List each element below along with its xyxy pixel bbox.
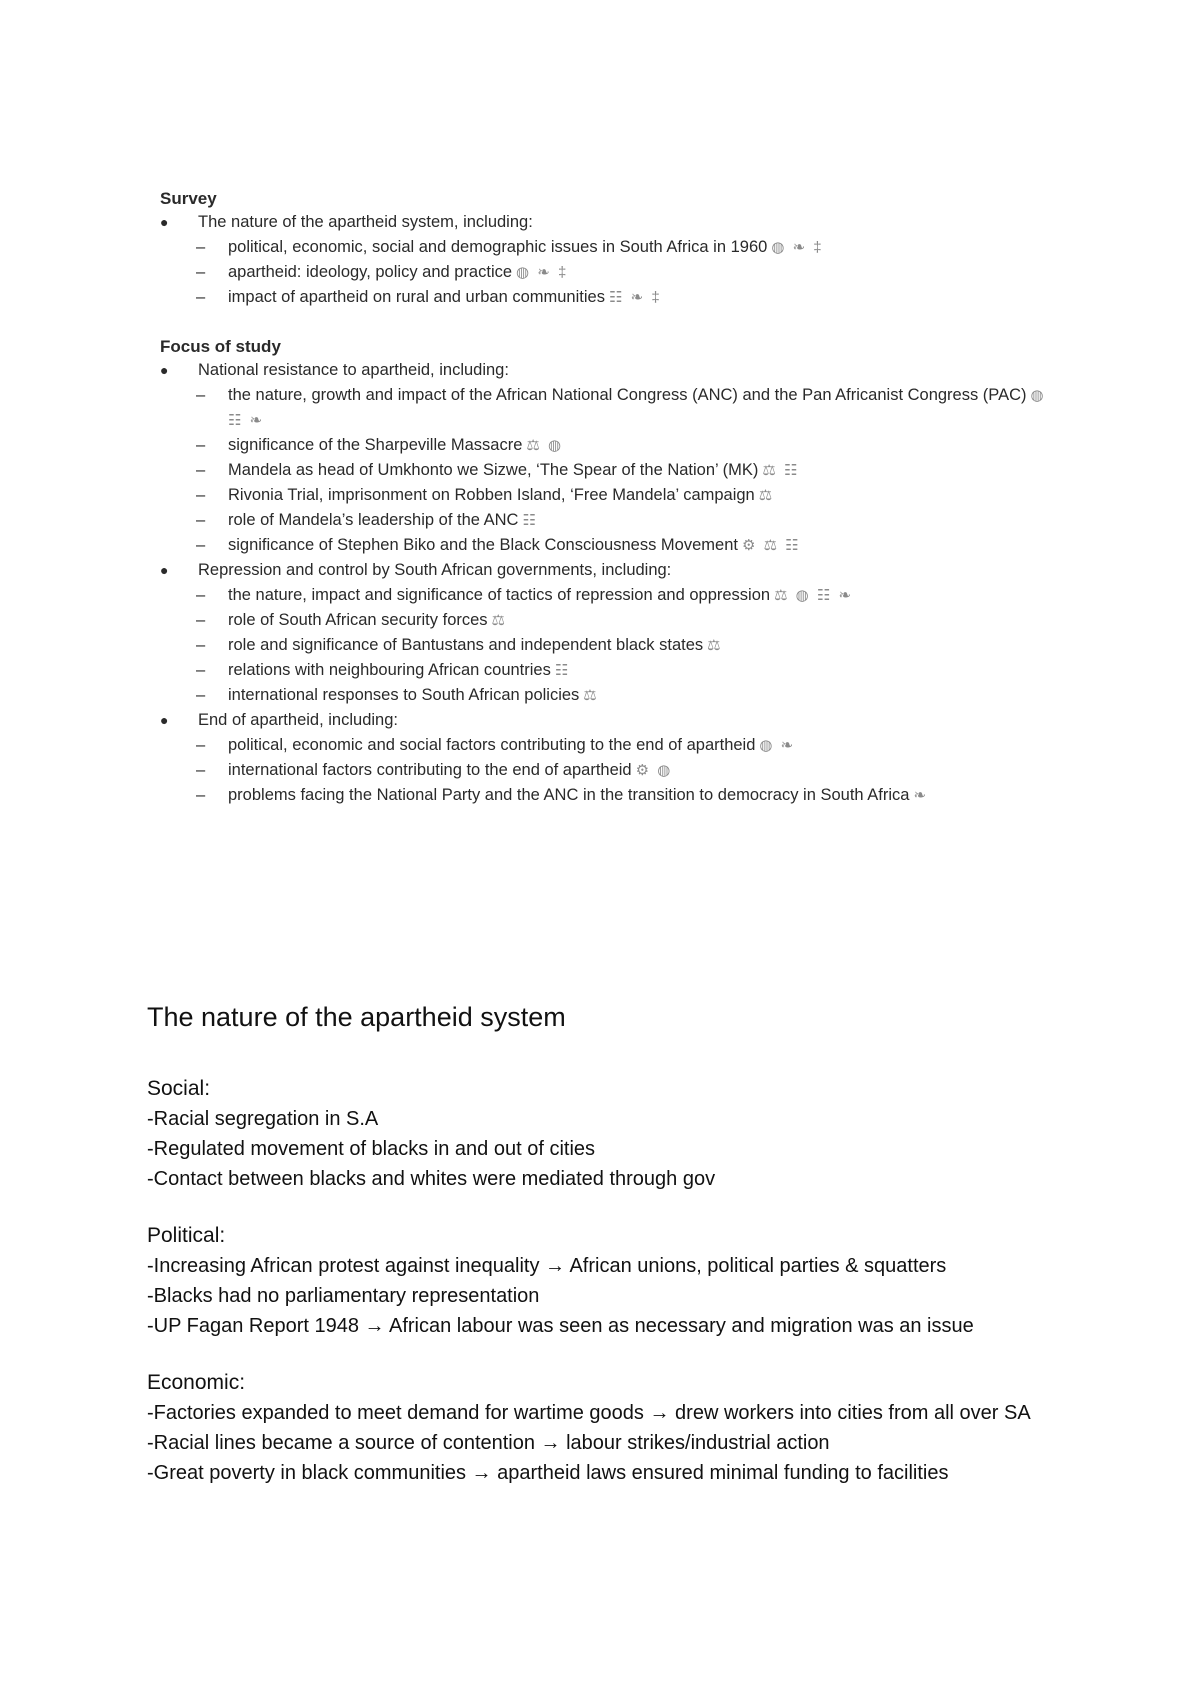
note-line: -UP Fagan Report 1948 → African labour was seen as necessary and migration was an issue: [147, 1315, 974, 1337]
category-icons: ⚙ ⚖ ☷: [741, 537, 801, 554]
note-line: -Great poverty in black communities → apartheid laws ensured minimal funding to facilities: [147, 1462, 949, 1484]
category-icons: ⚖ ◍: [526, 437, 564, 454]
study-notes: [147, 1000, 1087, 1515]
list-item: – the nature, impact and significance of tactics of repression and oppression ⚖ ◍ ☷ ❧: [196, 586, 854, 604]
subtopic-list: [160, 235, 1060, 310]
topic-item: [160, 210, 1060, 235]
note-line: -Racial lines became a source of contention → labour strikes/industrial action: [147, 1432, 830, 1454]
topic-item: [160, 358, 1060, 383]
topic-item: [160, 708, 1060, 733]
category-icons: ⚙ ◍: [635, 762, 673, 779]
category-icons: ❧: [913, 787, 929, 804]
topic-item: [160, 558, 1060, 583]
list-item: – role and significance of Bantustans and independent black states ⚖: [196, 636, 723, 654]
list-item: – international factors contributing to the end of apartheid ⚙ ◍: [196, 761, 673, 779]
list-item: – role of South African security forces ⚖: [196, 611, 507, 629]
list-item: – impact of apartheid on rural and urban communities ☷ ❧ ‡: [196, 288, 662, 306]
group-heading: Political:: [147, 1224, 226, 1247]
notes-title: The nature of the apartheid system: [147, 1002, 566, 1032]
category-icons: ⚖: [491, 612, 507, 629]
syllabus-outline: [160, 188, 1060, 808]
bullet-icon: ●: [160, 214, 169, 230]
note-line: -Racial segregation in S.A: [147, 1108, 379, 1130]
bullet-icon: ●: [160, 712, 169, 728]
list-item: – significance of Stephen Biko and the Black Consciousness Movement ⚙ ⚖ ☷: [196, 536, 801, 554]
subtopic-list: [160, 583, 1060, 708]
category-icons: ⚖ ☷: [762, 462, 800, 479]
note-line: -Contact between blacks and whites were mediated through gov: [147, 1168, 716, 1190]
note-line: -Blacks had no parliamentary representation: [147, 1285, 540, 1307]
list-item: – Mandela as head of Umkhonto we Sizwe, ‘The Spear of the Nation’ (MK) ⚖ ☷: [196, 461, 800, 479]
category-icons: ◍ ☷ ❧: [228, 387, 1046, 429]
group-heading: Economic:: [147, 1371, 246, 1394]
note-line: -Increasing African protest against inequality → African unions, political parties & squatters: [147, 1255, 947, 1277]
category-icons: ☷: [554, 662, 571, 679]
notes-group-political: [147, 1221, 1087, 1341]
topic-label: The nature of the apartheid system, including:: [198, 213, 533, 231]
category-icons: ◍ ❧: [759, 737, 796, 754]
category-icons: ◍ ❧ ‡: [771, 239, 824, 256]
notes-group-social: [147, 1074, 1087, 1194]
notes-group-economic: [147, 1368, 1087, 1488]
bullet-icon: ●: [160, 562, 169, 578]
list-item: – Rivonia Trial, imprisonment on Robben Island, ‘Free Mandela’ campaign ⚖: [196, 486, 775, 504]
group-heading: Social:: [147, 1077, 211, 1100]
subtopic-list: [160, 733, 1060, 808]
section-title-survey: Survey: [160, 189, 217, 208]
bullet-icon: ●: [160, 362, 169, 378]
section-title-focus: Focus of study: [160, 337, 281, 356]
category-icons: ☷ ❧ ‡: [608, 289, 662, 306]
topic-label: Repression and control by South African governments, including:: [198, 561, 672, 579]
list-item: – problems facing the National Party and the ANC in the transition to democracy in South Africa ❧: [196, 786, 929, 804]
list-item: – political, economic and social factors contributing to the end of apartheid ◍ ❧: [196, 736, 796, 754]
category-icons: ◍ ❧ ‡: [516, 264, 569, 281]
list-item: – apartheid: ideology, policy and practice ◍ ❧ ‡: [196, 263, 569, 281]
list-item: – international responses to South African policies ⚖: [196, 686, 599, 704]
subtopic-list: [160, 383, 1060, 558]
category-icons: ⚖: [758, 487, 775, 504]
category-icons: ⚖: [707, 637, 723, 654]
category-icons: ⚖ ◍ ☷ ❧: [774, 587, 854, 604]
list-item: – the nature, growth and impact of the African National Congress (ANC) and the Pan Africanist Congress (PAC) ◍ ☷ ❧: [196, 386, 1046, 429]
category-icons: ⚖: [583, 687, 599, 704]
category-icons: ☷: [522, 512, 538, 529]
note-line: -Factories expanded to meet demand for wartime goods → drew workers into cities from all over SA: [147, 1402, 1031, 1424]
list-item: – significance of the Sharpeville Massacre ⚖ ◍: [196, 436, 564, 454]
list-item: – relations with neighbouring African countries ☷: [196, 661, 571, 679]
topic-label: National resistance to apartheid, including:: [198, 361, 509, 379]
list-item: – role of Mandela’s leadership of the ANC ☷: [196, 511, 538, 529]
note-line: -Regulated movement of blacks in and out of cities: [147, 1138, 596, 1160]
topic-label: End of apartheid, including:: [198, 711, 398, 729]
list-item: – political, economic, social and demographic issues in South Africa in 1960 ◍ ❧ ‡: [196, 238, 824, 256]
